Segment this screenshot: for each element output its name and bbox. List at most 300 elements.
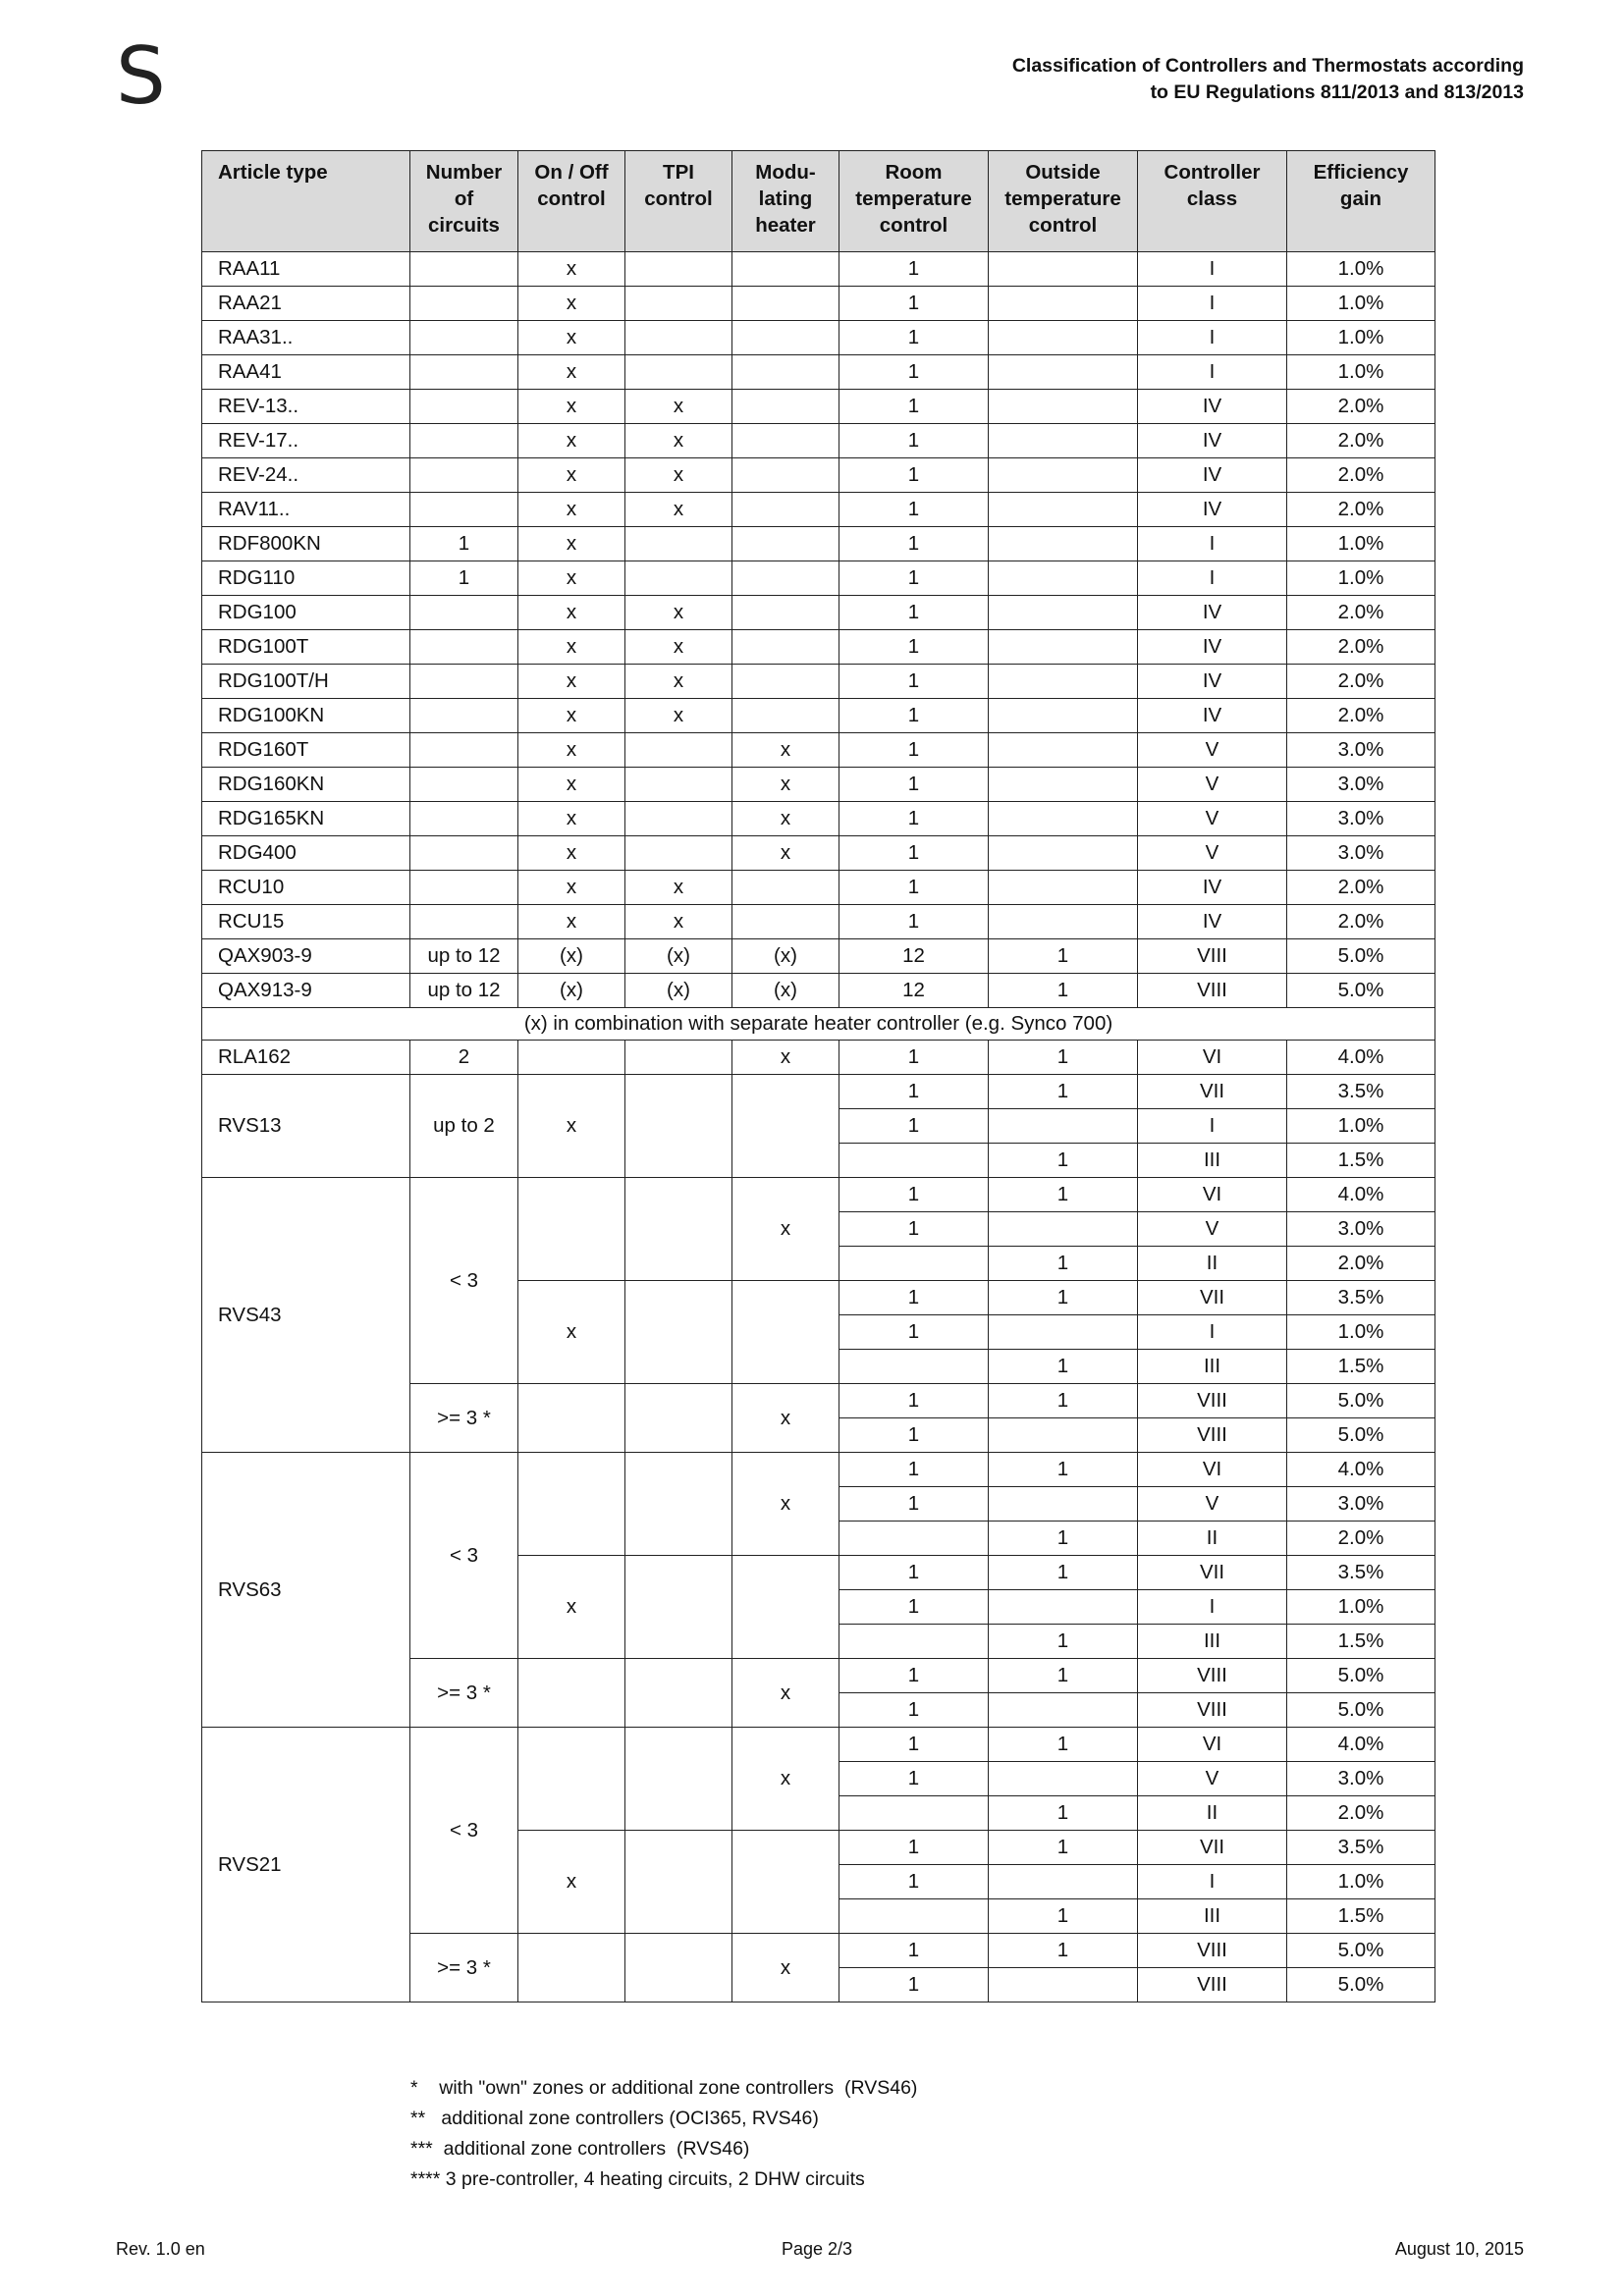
cell: [732, 493, 839, 527]
table-row: [202, 836, 1435, 871]
cell: [410, 458, 518, 493]
cell: 3.0%: [1287, 802, 1435, 836]
cell: x: [732, 733, 839, 768]
cell: 1: [989, 1796, 1138, 1831]
cell: VI: [1138, 1453, 1287, 1487]
cell: [625, 733, 732, 768]
cell: [989, 424, 1138, 458]
tpi-cell: [625, 1728, 732, 1831]
cell: [410, 252, 518, 287]
table-row: [202, 252, 1435, 287]
cell: 2.0%: [1287, 493, 1435, 527]
cell: 5.0%: [1287, 1693, 1435, 1728]
cell: I: [1138, 1109, 1287, 1144]
table-row: [202, 390, 1435, 424]
cell: x: [518, 493, 625, 527]
cell: (x): [732, 939, 839, 974]
cell: I: [1138, 252, 1287, 287]
article-cell: RVS43: [202, 1178, 410, 1453]
cell: 4.0%: [1287, 1041, 1435, 1075]
cell: [732, 390, 839, 424]
article-cell: RVS21: [202, 1728, 410, 2002]
cell: 1.0%: [1287, 287, 1435, 321]
cell: 2.0%: [1287, 1796, 1435, 1831]
modulating-cell: [732, 1556, 839, 1659]
cell: 1.0%: [1287, 1865, 1435, 1899]
table-row: [202, 630, 1435, 665]
cell: V: [1138, 1487, 1287, 1522]
table-row: [202, 458, 1435, 493]
cell: [732, 355, 839, 390]
table-row: [202, 493, 1435, 527]
cell: 2.0%: [1287, 1522, 1435, 1556]
tpi-cell: [625, 1384, 732, 1453]
circuits-cell: up to 2: [410, 1075, 518, 1178]
cell: [410, 836, 518, 871]
cell: 1: [839, 561, 989, 596]
classification-table: [201, 150, 1435, 2002]
cell: 1.0%: [1287, 1315, 1435, 1350]
tpi-cell: [625, 1556, 732, 1659]
cell: 1: [839, 1831, 989, 1865]
cell: 1.5%: [1287, 1144, 1435, 1178]
title-line-1: Classification of Controllers and Thermostats according: [1011, 55, 1524, 77]
article-cell: RVS13: [202, 1075, 410, 1178]
cell: 1.5%: [1287, 1350, 1435, 1384]
cell: VIII: [1138, 1659, 1287, 1693]
cell: VIII: [1138, 1384, 1287, 1418]
tpi-cell: [625, 1831, 732, 1934]
table-row: [202, 699, 1435, 733]
table-row: [202, 1728, 1435, 1762]
cell: 1: [839, 287, 989, 321]
cell: [989, 321, 1138, 355]
circuits-cell: >= 3 *: [410, 1659, 518, 1728]
cell: 1.0%: [1287, 1590, 1435, 1625]
cell: VIII: [1138, 974, 1287, 1008]
cell: x: [518, 390, 625, 424]
modulating-cell: x: [732, 1659, 839, 1728]
cell: [625, 252, 732, 287]
cell: 1: [989, 1522, 1138, 1556]
tpi-cell: [625, 1281, 732, 1384]
cell: III: [1138, 1350, 1287, 1384]
cell: 1: [839, 665, 989, 699]
cell: VIII: [1138, 1968, 1287, 2002]
header-tpi-control: TPI control: [625, 151, 732, 252]
document-title: [1012, 53, 1524, 106]
cell: 3.0%: [1287, 836, 1435, 871]
cell: IV: [1138, 493, 1287, 527]
cell: 4.0%: [1287, 1453, 1435, 1487]
table-row: [202, 733, 1435, 768]
header-outside-temperature-control: Outside temperature control: [989, 151, 1138, 252]
cell: [410, 424, 518, 458]
cell: 3.5%: [1287, 1281, 1435, 1315]
modulating-cell: [732, 1075, 839, 1178]
cell: (x): [732, 974, 839, 1008]
cell: V: [1138, 802, 1287, 836]
onoff-cell: [518, 1384, 625, 1453]
cell: [989, 287, 1138, 321]
cell: 1: [839, 527, 989, 561]
cell: IV: [1138, 596, 1287, 630]
cell: 1: [839, 1075, 989, 1109]
cell: VII: [1138, 1075, 1287, 1109]
cell: [732, 287, 839, 321]
tpi-cell: [625, 1178, 732, 1281]
footnote: * with "own" zones or additional zone controllers (RVS46): [410, 2077, 918, 2099]
cell: 1: [989, 1384, 1138, 1418]
article-cell: RDF800KN: [202, 527, 410, 561]
cell: 1: [839, 905, 989, 939]
cell: 1: [989, 1625, 1138, 1659]
cell: [732, 871, 839, 905]
cell: [625, 527, 732, 561]
cell: 1: [839, 1315, 989, 1350]
cell: x: [518, 596, 625, 630]
cell: 5.0%: [1287, 939, 1435, 974]
article-cell: RCU10: [202, 871, 410, 905]
onoff-cell: x: [518, 1075, 625, 1178]
cell: 1.0%: [1287, 355, 1435, 390]
tpi-cell: [625, 1453, 732, 1556]
cell: x: [518, 252, 625, 287]
cell: x: [732, 768, 839, 802]
cell: 1.5%: [1287, 1899, 1435, 1934]
article-cell: RDG100T: [202, 630, 410, 665]
cell: 1: [989, 1934, 1138, 1968]
cell: 1: [839, 1556, 989, 1590]
cell: 1: [839, 699, 989, 733]
cell: [989, 1968, 1138, 2002]
note-cell: (x) in combination with separate heater controller (e.g. Synco 700): [202, 1008, 1435, 1041]
cell: VII: [1138, 1556, 1287, 1590]
cell: [625, 768, 732, 802]
header-modulating-heater: Modu- lating heater: [732, 151, 839, 252]
article-cell: RAA41: [202, 355, 410, 390]
cell: [518, 1041, 625, 1075]
article-cell: RDG100KN: [202, 699, 410, 733]
footnote: ** additional zone controllers (OCI365, RVS46): [410, 2108, 819, 2129]
cell: VI: [1138, 1728, 1287, 1762]
cell: [410, 699, 518, 733]
cell: 1: [839, 1281, 989, 1315]
cell: 5.0%: [1287, 1659, 1435, 1693]
cell: x: [518, 287, 625, 321]
cell: 1: [839, 1418, 989, 1453]
cell: 1: [839, 1487, 989, 1522]
cell: 4.0%: [1287, 1178, 1435, 1212]
circuits-cell: < 3: [410, 1728, 518, 1934]
cell: [989, 1762, 1138, 1796]
cell: V: [1138, 768, 1287, 802]
cell: VI: [1138, 1178, 1287, 1212]
cell: [989, 1315, 1138, 1350]
article-cell: RDG160T: [202, 733, 410, 768]
cell: 1: [989, 939, 1138, 974]
article-cell: REV-24..: [202, 458, 410, 493]
cell: [839, 1625, 989, 1659]
cell: VIII: [1138, 1934, 1287, 1968]
cell: x: [518, 733, 625, 768]
cell: x: [518, 802, 625, 836]
cell: (x): [518, 939, 625, 974]
cell: 5.0%: [1287, 1968, 1435, 2002]
cell: x: [518, 836, 625, 871]
cell: 2.0%: [1287, 699, 1435, 733]
cell: 1: [989, 1556, 1138, 1590]
cell: 1: [839, 630, 989, 665]
cell: 1: [989, 1831, 1138, 1865]
cell: x: [625, 390, 732, 424]
cell: VII: [1138, 1281, 1287, 1315]
cell: 1: [839, 802, 989, 836]
cell: 1: [410, 561, 518, 596]
cell: 1: [839, 1453, 989, 1487]
article-cell: RVS63: [202, 1453, 410, 1728]
article-cell: RDG160KN: [202, 768, 410, 802]
cell: 3.0%: [1287, 733, 1435, 768]
cell: III: [1138, 1144, 1287, 1178]
cell: 1: [989, 1281, 1138, 1315]
modulating-cell: x: [732, 1934, 839, 2002]
logo: S: [116, 30, 166, 122]
cell: 2.0%: [1287, 630, 1435, 665]
cell: 1: [989, 1075, 1138, 1109]
cell: 1.0%: [1287, 321, 1435, 355]
cell: [410, 287, 518, 321]
cell: VIII: [1138, 1693, 1287, 1728]
cell: VIII: [1138, 1418, 1287, 1453]
header-controller-class: Controller class: [1138, 151, 1287, 252]
cell: [989, 802, 1138, 836]
cell: I: [1138, 561, 1287, 596]
cell: I: [1138, 1315, 1287, 1350]
cell: [989, 561, 1138, 596]
article-cell: RDG110: [202, 561, 410, 596]
cell: x: [518, 871, 625, 905]
tpi-cell: [625, 1659, 732, 1728]
cell: [989, 871, 1138, 905]
cell: [625, 321, 732, 355]
cell: 12: [839, 974, 989, 1008]
article-cell: RLA162: [202, 1041, 410, 1075]
cell: [625, 355, 732, 390]
cell: 3.0%: [1287, 1762, 1435, 1796]
modulating-cell: x: [732, 1453, 839, 1556]
modulating-cell: x: [732, 1728, 839, 1831]
cell: 1: [989, 1453, 1138, 1487]
cell: x: [518, 905, 625, 939]
cell: [989, 1590, 1138, 1625]
cell: [989, 733, 1138, 768]
cell: 1: [839, 458, 989, 493]
cell: 1: [839, 321, 989, 355]
header-on-off-control: On / Off control: [518, 151, 625, 252]
cell: IV: [1138, 390, 1287, 424]
cell: x: [732, 802, 839, 836]
cell: [989, 596, 1138, 630]
cell: IV: [1138, 905, 1287, 939]
cell: 1: [839, 1934, 989, 1968]
table-row: [202, 665, 1435, 699]
cell: x: [518, 768, 625, 802]
cell: 1: [989, 1178, 1138, 1212]
cell: 1: [839, 1109, 989, 1144]
table-row: [202, 768, 1435, 802]
cell: [989, 390, 1138, 424]
footer-revision: Rev. 1.0 en: [116, 2239, 205, 2259]
modulating-cell: x: [732, 1178, 839, 1281]
onoff-cell: x: [518, 1556, 625, 1659]
cell: 5.0%: [1287, 974, 1435, 1008]
cell: 2.0%: [1287, 871, 1435, 905]
header-number-of-circuits: Number of circuits: [410, 151, 518, 252]
cell: x: [518, 527, 625, 561]
cell: 1: [989, 1350, 1138, 1384]
modulating-cell: [732, 1831, 839, 1934]
cell: x: [518, 321, 625, 355]
cell: 3.5%: [1287, 1831, 1435, 1865]
cell: [989, 630, 1138, 665]
cell: 1.5%: [1287, 1625, 1435, 1659]
cell: x: [518, 355, 625, 390]
footnotes: [410, 2073, 917, 2195]
cell: [839, 1350, 989, 1384]
cell: 1.0%: [1287, 527, 1435, 561]
cell: 1.0%: [1287, 561, 1435, 596]
tpi-cell: [625, 1075, 732, 1178]
article-cell: RAA21: [202, 287, 410, 321]
onoff-cell: [518, 1453, 625, 1556]
cell: VII: [1138, 1831, 1287, 1865]
table-row: [202, 1453, 1435, 1487]
cell: 1: [989, 1728, 1138, 1762]
cell: 1: [989, 1899, 1138, 1934]
cell: [989, 1693, 1138, 1728]
cell: [732, 699, 839, 733]
table-row: [202, 1178, 1435, 1212]
cell: x: [518, 665, 625, 699]
cell: [410, 630, 518, 665]
circuits-cell: >= 3 *: [410, 1384, 518, 1453]
header-article-type: Article type: [202, 151, 410, 252]
onoff-cell: [518, 1178, 625, 1281]
cell: 3.0%: [1287, 1487, 1435, 1522]
cell: [625, 836, 732, 871]
cell: [625, 1041, 732, 1075]
cell: III: [1138, 1625, 1287, 1659]
cell: [732, 561, 839, 596]
cell: V: [1138, 1212, 1287, 1247]
note-row: [202, 1008, 1435, 1041]
table-row: [202, 424, 1435, 458]
cell: VI: [1138, 1041, 1287, 1075]
cell: 1: [839, 493, 989, 527]
cell: [989, 1418, 1138, 1453]
article-cell: QAX913-9: [202, 974, 410, 1008]
cell: [732, 665, 839, 699]
cell: 1: [839, 1384, 989, 1418]
cell: (x): [625, 939, 732, 974]
cell: 1: [839, 1865, 989, 1899]
cell: [989, 1212, 1138, 1247]
cell: [989, 493, 1138, 527]
modulating-cell: [732, 1281, 839, 1384]
circuits-cell: < 3: [410, 1453, 518, 1659]
cell: x: [625, 596, 732, 630]
cell: IV: [1138, 665, 1287, 699]
circuits-cell: >= 3 *: [410, 1934, 518, 2002]
cell: 1: [839, 1659, 989, 1693]
tpi-cell: [625, 1934, 732, 2002]
cell: [410, 355, 518, 390]
cell: x: [518, 699, 625, 733]
cell: [732, 252, 839, 287]
cell: up to 12: [410, 939, 518, 974]
cell: x: [625, 424, 732, 458]
cell: [839, 1144, 989, 1178]
header-room-temperature-control: Room temperature control: [839, 151, 989, 252]
cell: 2.0%: [1287, 905, 1435, 939]
article-cell: QAX903-9: [202, 939, 410, 974]
table-row: [202, 527, 1435, 561]
cell: (x): [518, 974, 625, 1008]
cell: up to 12: [410, 974, 518, 1008]
cell: [732, 527, 839, 561]
article-cell: RAA31..: [202, 321, 410, 355]
cell: [732, 596, 839, 630]
footer-date: August 10, 2015: [1394, 2239, 1524, 2259]
cell: I: [1138, 527, 1287, 561]
cell: 3.5%: [1287, 1556, 1435, 1590]
onoff-cell: [518, 1728, 625, 1831]
table-row: [202, 561, 1435, 596]
cell: V: [1138, 1762, 1287, 1796]
cell: 1: [839, 836, 989, 871]
cell: 1: [839, 355, 989, 390]
cell: 1: [410, 527, 518, 561]
cell: 1: [839, 1590, 989, 1625]
cell: 1: [839, 1212, 989, 1247]
cell: 12: [839, 939, 989, 974]
cell: IV: [1138, 871, 1287, 905]
cell: [732, 424, 839, 458]
cell: IV: [1138, 630, 1287, 665]
circuits-cell: < 3: [410, 1178, 518, 1384]
cell: 1: [839, 424, 989, 458]
cell: VIII: [1138, 939, 1287, 974]
title-line-2: to EU Regulations 811/2013 and 813/2013: [1150, 81, 1524, 103]
cell: 1: [839, 252, 989, 287]
cell: [410, 321, 518, 355]
cell: 1: [839, 390, 989, 424]
cell: x: [625, 458, 732, 493]
cell: [625, 561, 732, 596]
cell: 1: [839, 768, 989, 802]
cell: [989, 768, 1138, 802]
cell: I: [1138, 321, 1287, 355]
cell: [625, 287, 732, 321]
cell: 1: [839, 733, 989, 768]
cell: 1: [989, 1659, 1138, 1693]
cell: IV: [1138, 424, 1287, 458]
cell: x: [518, 630, 625, 665]
cell: IV: [1138, 458, 1287, 493]
onoff-cell: [518, 1659, 625, 1728]
article-cell: REV-13..: [202, 390, 410, 424]
